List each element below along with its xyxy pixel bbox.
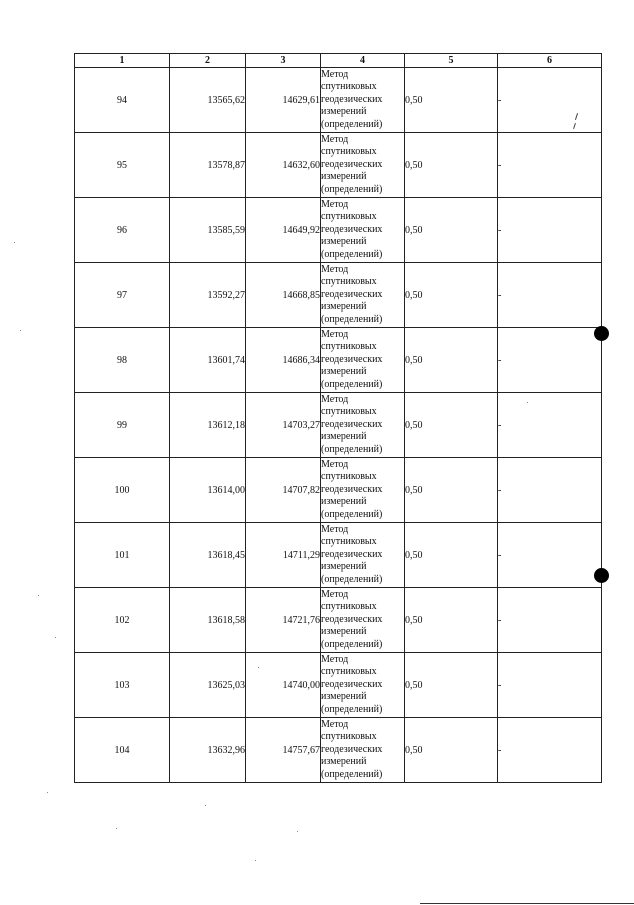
method-line: спутниковых <box>321 536 377 548</box>
scan-speck <box>38 595 39 596</box>
method-line: измерений <box>321 756 367 768</box>
method-line: Метод <box>321 588 349 600</box>
method-cell <box>321 718 405 783</box>
coord-y: 14707,82 <box>246 458 321 523</box>
table-row <box>75 588 602 653</box>
accuracy-value: 0,50 <box>405 263 498 328</box>
method-line: (определений) <box>321 248 383 260</box>
method-cell <box>321 198 405 263</box>
table-row <box>75 523 602 588</box>
header-col-3: 3 <box>246 54 321 68</box>
method-line: Метод <box>321 263 349 275</box>
coord-x: 13592,27 <box>170 263 246 328</box>
point-number: 103 <box>75 653 170 718</box>
header-row <box>75 54 602 68</box>
scan-speck <box>258 667 259 668</box>
accuracy-value: 0,50 <box>405 133 498 198</box>
scan-speck <box>255 860 256 861</box>
method-line: (определений) <box>321 183 383 195</box>
point-description: - <box>498 68 602 133</box>
coord-x: 13614,00 <box>170 458 246 523</box>
table-row <box>75 133 602 198</box>
method-line: измерений <box>321 366 367 378</box>
method-line: геодезических <box>321 223 383 235</box>
footer-rule <box>420 903 634 904</box>
table-row <box>75 328 602 393</box>
header-col-5: 5 <box>405 54 498 68</box>
method-line: спутниковых <box>321 276 377 288</box>
table-row <box>75 393 602 458</box>
method-line: геодезических <box>321 158 383 170</box>
method-line: (определений) <box>321 768 383 780</box>
method-line: Метод <box>321 133 349 145</box>
accuracy-value: 0,50 <box>405 523 498 588</box>
header-col-1: 1 <box>75 54 170 68</box>
point-number: 101 <box>75 523 170 588</box>
coord-y: 14757,67 <box>246 718 321 783</box>
method-line: (определений) <box>321 443 383 455</box>
method-line: спутниковых <box>321 341 377 353</box>
method-line: геодезических <box>321 288 383 300</box>
method-line: Метод <box>321 653 349 665</box>
coordinates-table <box>74 53 602 783</box>
scan-speck <box>116 828 117 829</box>
method-line: Метод <box>321 718 349 730</box>
method-line: измерений <box>321 171 367 183</box>
accuracy-value: 0,50 <box>405 718 498 783</box>
accuracy-value: 0,50 <box>405 68 498 133</box>
coord-y: 14629,61 <box>246 68 321 133</box>
header-col-6: 6 <box>498 54 602 68</box>
method-line: измерений <box>321 626 367 638</box>
method-cell <box>321 458 405 523</box>
method-cell <box>321 263 405 328</box>
method-line: геодезических <box>321 678 383 690</box>
method-line: геодезических <box>321 418 383 430</box>
coord-x: 13625,03 <box>170 653 246 718</box>
method-line: измерений <box>321 236 367 248</box>
accuracy-value: 0,50 <box>405 588 498 653</box>
scan-speck <box>297 831 298 832</box>
coord-x: 13585,59 <box>170 198 246 263</box>
accuracy-value: 0,50 <box>405 653 498 718</box>
method-cell <box>321 588 405 653</box>
method-line: (определений) <box>321 313 383 325</box>
method-line: спутниковых <box>321 146 377 158</box>
method-line: Метод <box>321 68 349 80</box>
point-description: - <box>498 523 602 588</box>
method-line: спутниковых <box>321 666 377 678</box>
punch-hole-top <box>594 326 609 341</box>
point-number: 102 <box>75 588 170 653</box>
point-number: 104 <box>75 718 170 783</box>
method-line: (определений) <box>321 638 383 650</box>
accuracy-value: 0,50 <box>405 328 498 393</box>
method-line: спутниковых <box>321 81 377 93</box>
method-line: спутниковых <box>321 601 377 613</box>
point-number: 94 <box>75 68 170 133</box>
method-line: геодезических <box>321 548 383 560</box>
method-line: Метод <box>321 458 349 470</box>
coord-y: 14649,92 <box>246 198 321 263</box>
method-line: геодезических <box>321 93 383 105</box>
coord-y: 14632,60 <box>246 133 321 198</box>
method-line: геодезических <box>321 613 383 625</box>
method-line: (определений) <box>321 703 383 715</box>
method-line: геодезических <box>321 483 383 495</box>
coord-x: 13565,62 <box>170 68 246 133</box>
scan-speck <box>20 330 21 331</box>
method-cell <box>321 653 405 718</box>
method-cell <box>321 68 405 133</box>
point-number: 95 <box>75 133 170 198</box>
scan-speck <box>205 805 206 806</box>
method-line: Метод <box>321 523 349 535</box>
scan-speck <box>55 637 56 638</box>
scan-speck <box>14 242 15 243</box>
point-description: - <box>498 653 602 718</box>
method-line: измерений <box>321 496 367 508</box>
coord-y: 14740,00 <box>246 653 321 718</box>
method-cell <box>321 523 405 588</box>
table-row <box>75 263 602 328</box>
coord-y: 14668,85 <box>246 263 321 328</box>
coord-x: 13632,96 <box>170 718 246 783</box>
point-number: 100 <box>75 458 170 523</box>
method-line: (определений) <box>321 573 383 585</box>
method-line: измерений <box>321 106 367 118</box>
header-col-2: 2 <box>170 54 246 68</box>
coord-x: 13618,58 <box>170 588 246 653</box>
coord-y: 14686,34 <box>246 328 321 393</box>
method-line: (определений) <box>321 378 383 390</box>
coord-x: 13618,45 <box>170 523 246 588</box>
accuracy-value: 0,50 <box>405 458 498 523</box>
point-description: - <box>498 263 602 328</box>
point-number: 96 <box>75 198 170 263</box>
coord-y: 14721,76 <box>246 588 321 653</box>
method-line: Метод <box>321 393 349 405</box>
point-number: 98 <box>75 328 170 393</box>
method-line: спутниковых <box>321 406 377 418</box>
point-description: - <box>498 328 602 393</box>
coord-x: 13578,87 <box>170 133 246 198</box>
method-line: Метод <box>321 328 349 340</box>
coord-x: 13612,18 <box>170 393 246 458</box>
method-line: измерений <box>321 691 367 703</box>
point-number: 97 <box>75 263 170 328</box>
punch-hole-bottom <box>594 568 609 583</box>
accuracy-value: 0,50 <box>405 393 498 458</box>
table-row <box>75 718 602 783</box>
method-line: Метод <box>321 198 349 210</box>
table-row <box>75 653 602 718</box>
method-line: (определений) <box>321 508 383 520</box>
point-description: - <box>498 458 602 523</box>
point-description: - <box>498 198 602 263</box>
table-row <box>75 198 602 263</box>
table-row <box>75 68 602 133</box>
method-line: геодезических <box>321 743 383 755</box>
coord-x: 13601,74 <box>170 328 246 393</box>
accuracy-value: 0,50 <box>405 198 498 263</box>
coord-y: 14711,29 <box>246 523 321 588</box>
scan-speck <box>527 402 528 403</box>
method-cell <box>321 393 405 458</box>
method-line: геодезических <box>321 353 383 365</box>
point-number: 99 <box>75 393 170 458</box>
method-line: спутниковых <box>321 731 377 743</box>
scan-speck <box>47 792 48 793</box>
point-description: - <box>498 393 602 458</box>
table-header <box>75 54 602 68</box>
point-description: - <box>498 718 602 783</box>
method-line: спутниковых <box>321 471 377 483</box>
method-cell <box>321 133 405 198</box>
method-line: спутниковых <box>321 211 377 223</box>
method-cell <box>321 328 405 393</box>
method-line: (определений) <box>321 118 383 130</box>
header-col-4: 4 <box>321 54 405 68</box>
table-row <box>75 458 602 523</box>
point-description: - <box>498 588 602 653</box>
table-body <box>75 68 602 783</box>
method-line: измерений <box>321 431 367 443</box>
coord-y: 14703,27 <box>246 393 321 458</box>
method-line: измерений <box>321 561 367 573</box>
point-description: - <box>498 133 602 198</box>
method-line: измерений <box>321 301 367 313</box>
